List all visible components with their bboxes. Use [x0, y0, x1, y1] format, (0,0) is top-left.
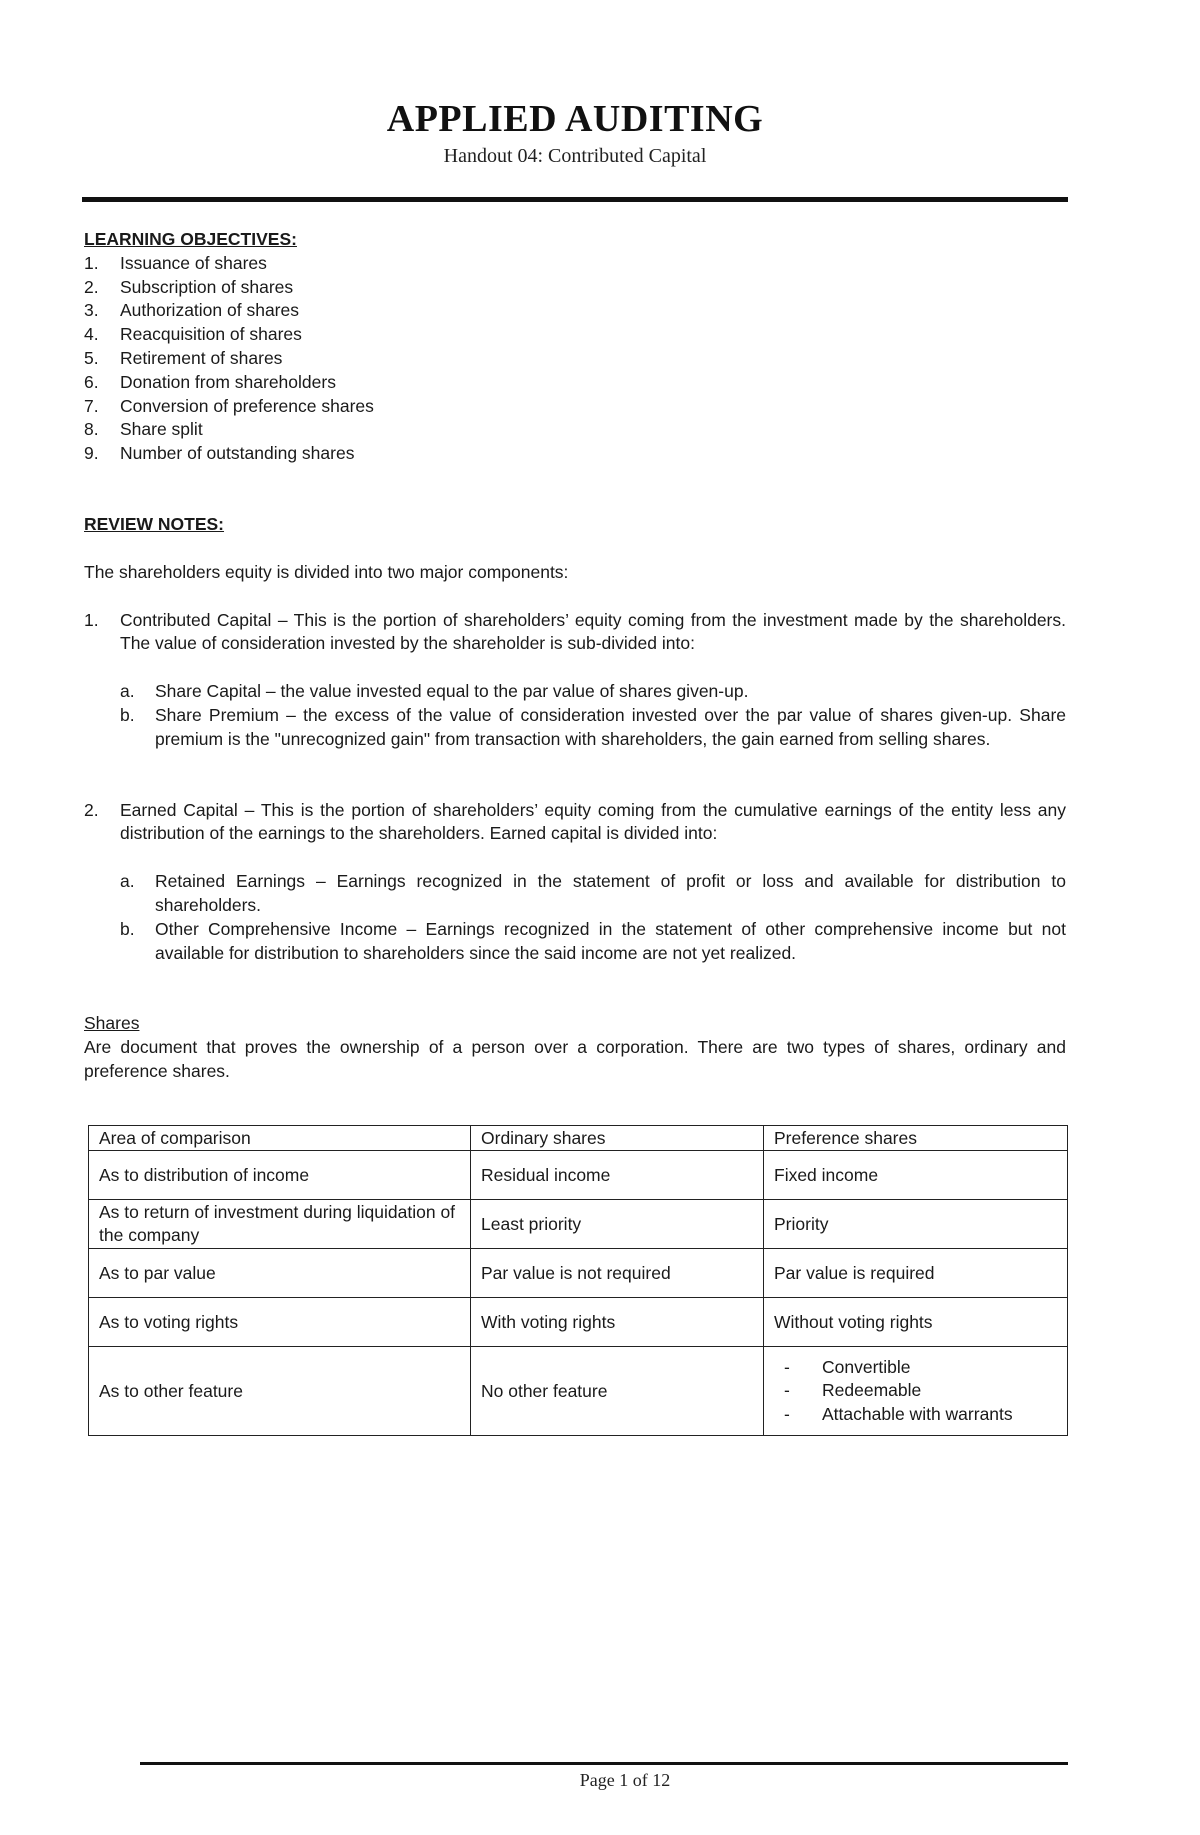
- table-cell: No other feature: [471, 1347, 764, 1436]
- list-item: [84, 276, 1066, 300]
- table-cell-features: [764, 1347, 1068, 1436]
- list-item: [774, 1379, 1057, 1403]
- review-intro: The shareholders equity is divided into two major components:: [84, 561, 569, 582]
- table-cell: As to return of investment during liquidation of the company: [89, 1200, 471, 1249]
- table-row: [89, 1249, 1068, 1298]
- objectives-list: [84, 252, 1066, 466]
- list-item: [84, 418, 1066, 442]
- table-cell: Residual income: [471, 1151, 764, 1200]
- list-text: Conversion of preference shares: [120, 395, 374, 416]
- feature-list: [774, 1356, 1057, 1427]
- component-contributed-capital: [84, 609, 1066, 657]
- sub-letter: a.: [120, 681, 135, 702]
- table-cell: Par value is required: [764, 1249, 1068, 1298]
- feature-text: Attachable with warrants: [822, 1403, 1013, 1424]
- list-item: [84, 252, 1066, 276]
- dash-bullet: -: [784, 1380, 790, 1401]
- table-cell: Fixed income: [764, 1151, 1068, 1200]
- table-cell: With voting rights: [471, 1298, 764, 1347]
- table-cell: Priority: [764, 1200, 1068, 1249]
- list-text: Reacquisition of shares: [120, 324, 302, 345]
- table-cell: Least priority: [471, 1200, 764, 1249]
- table-cell: As to par value: [89, 1249, 471, 1298]
- table-cell: As to distribution of income: [89, 1151, 471, 1200]
- list-text: Retirement of shares: [120, 347, 283, 368]
- list-number: 3.: [84, 300, 99, 321]
- sub-item: [120, 918, 1066, 966]
- dash-bullet: -: [784, 1403, 790, 1424]
- shares-heading: Shares: [84, 1013, 140, 1034]
- list-item: [84, 323, 1066, 347]
- document-subtitle: Handout 04: Contributed Capital: [443, 145, 707, 167]
- list-number: 2.: [84, 276, 99, 297]
- table-row: [89, 1151, 1068, 1200]
- list-number: 1.: [84, 609, 99, 630]
- component-text: Earned Capital – This is the portion of shareholders’ equity coming from the cumulative earnings of the entity less any distribution of the earnings to the shareholders. Earned capital is divided into:: [120, 799, 1066, 844]
- review-heading: REVIEW NOTES:: [84, 513, 225, 534]
- list-item: [84, 347, 1066, 371]
- sub-letter: b.: [120, 704, 135, 725]
- objectives-heading: LEARNING OBJECTIVES:: [84, 229, 297, 249]
- table-row: [89, 1200, 1068, 1249]
- list-number: 6.: [84, 371, 99, 392]
- sub-text: Share Premium – the excess of the value of consideration invested over the par value of shares given-up. Share premium is the "unrecognized gain" from transaction with shareholders, the gain earned from selling shares.: [155, 704, 1066, 749]
- header-divider: [82, 197, 1068, 202]
- column-header: Preference shares: [764, 1126, 1068, 1151]
- column-header: Ordinary shares: [471, 1126, 764, 1151]
- list-number: 5.: [84, 347, 99, 368]
- table-row: [89, 1347, 1068, 1436]
- table-header-row: [89, 1126, 1068, 1151]
- list-item: [84, 371, 1066, 395]
- list-item: [84, 299, 1066, 323]
- component-earned-capital: [84, 799, 1066, 847]
- list-item: [84, 442, 1066, 466]
- list-item: [774, 1356, 1057, 1380]
- footer-divider: [140, 1762, 1068, 1765]
- sub-letter: a.: [120, 871, 135, 892]
- list-text: Donation from shareholders: [120, 371, 336, 392]
- page-number: Page 1 of 12: [579, 1770, 671, 1790]
- list-number: 8.: [84, 419, 99, 440]
- list-text: Subscription of shares: [120, 276, 294, 297]
- sub-item: [120, 704, 1066, 752]
- document-body: [84, 228, 1066, 1084]
- sub-text: Other Comprehensive Income – Earnings recognized in the statement of other comprehensive income but not available for distribution to shareholders since the said income are not yet realized.: [155, 918, 1066, 963]
- feature-text: Redeemable: [822, 1380, 922, 1401]
- sub-text: Retained Earnings – Earnings recognized in the statement of profit or loss and available for distribution to shareholders.: [155, 871, 1066, 915]
- list-item: [84, 395, 1066, 419]
- list-number: 4.: [84, 324, 99, 345]
- document-title: APPLIED AUDITING: [386, 98, 764, 140]
- document-header: [0, 97, 1150, 168]
- table-cell: As to voting rights: [89, 1298, 471, 1347]
- sub-item: [120, 680, 1066, 704]
- dash-bullet: -: [784, 1356, 790, 1377]
- shares-definition: Are document that proves the ownership of a person over a corporation. There are two types of shares, ordinary and preference shares.: [84, 1037, 1066, 1081]
- table-cell: Par value is not required: [471, 1249, 764, 1298]
- sub-item: [120, 870, 1066, 918]
- list-item: [774, 1403, 1057, 1427]
- list-text: Issuance of shares: [120, 252, 267, 273]
- table-cell: As to other feature: [89, 1347, 471, 1436]
- list-number: 7.: [84, 395, 99, 416]
- sub-text: Share Capital – the value invested equal to the par value of shares given-up.: [155, 681, 749, 702]
- list-text: Authorization of shares: [120, 300, 299, 321]
- list-text: Number of outstanding shares: [120, 443, 355, 464]
- table-cell: Without voting rights: [764, 1298, 1068, 1347]
- list-number: 1.: [84, 252, 99, 273]
- sub-letter: b.: [120, 918, 135, 939]
- list-text: Share split: [120, 419, 203, 440]
- feature-text: Convertible: [822, 1356, 911, 1377]
- list-number: 9.: [84, 443, 99, 464]
- component-text: Contributed Capital – This is the portion of shareholders’ equity coming from the investment made by the shareholders. The value of consideration invested by the shareholder is sub-divided into:: [120, 609, 1066, 654]
- shares-comparison-table: [88, 1125, 1068, 1436]
- column-header: Area of comparison: [89, 1126, 471, 1151]
- table-row: [89, 1298, 1068, 1347]
- list-number: 2.: [84, 799, 99, 820]
